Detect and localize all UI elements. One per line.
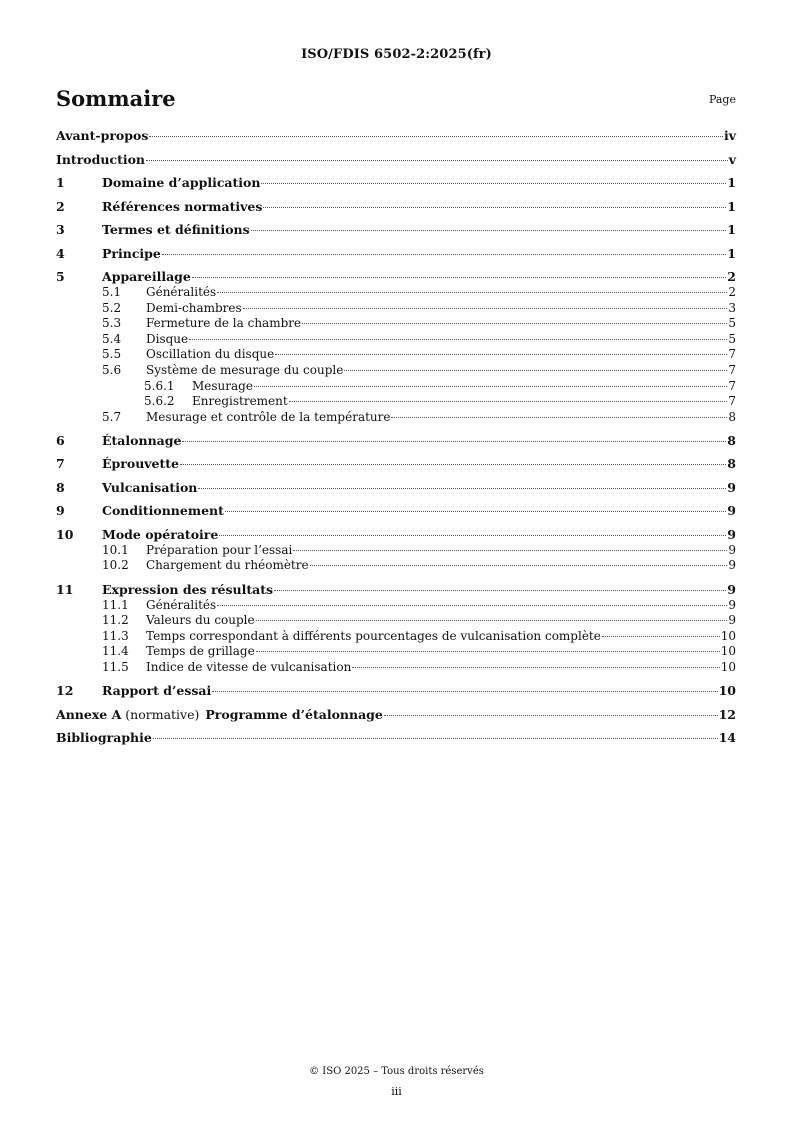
toc-entry-page: 9 xyxy=(727,503,736,519)
toc-entry-number: 11.3 xyxy=(102,628,129,643)
toc-entry[interactable] xyxy=(56,660,736,676)
toc-entry-page: 10 xyxy=(720,628,736,643)
toc-entry-page: 7 xyxy=(728,362,736,377)
toc-entry[interactable] xyxy=(56,644,736,660)
toc-entry-number: 10 xyxy=(56,526,74,542)
toc-entry-title: Vulcanisation xyxy=(102,479,198,495)
toc-entry-title: Généralités xyxy=(146,285,217,299)
toc-entry-page: 5 xyxy=(728,316,736,331)
toc-entry[interactable] xyxy=(56,222,736,238)
toc-entry[interactable] xyxy=(56,316,736,332)
toc-entry-title: Étalonnage xyxy=(102,432,182,448)
toc-entry-title: Mesurage et contrôle de la température xyxy=(146,409,391,424)
toc-entry[interactable] xyxy=(56,332,736,348)
toc-entry-page: 8 xyxy=(727,456,736,472)
toc-entry-title-secondary: Programme d’étalonnage xyxy=(205,706,383,722)
toc-entry[interactable] xyxy=(56,347,736,363)
toc-dot-leader xyxy=(384,715,718,716)
toc-entry[interactable] xyxy=(56,285,736,301)
toc-entry-title: Valeurs du couple xyxy=(146,613,255,628)
toc-entry-page: 1 xyxy=(727,245,736,261)
toc-entry-title: Bibliographie xyxy=(56,730,152,745)
toc-entry[interactable] xyxy=(56,246,736,262)
toc-entry[interactable] xyxy=(56,301,736,317)
toc-entry[interactable] xyxy=(56,394,736,410)
toc-entry[interactable] xyxy=(56,558,736,574)
toc-entry[interactable] xyxy=(56,480,736,496)
toc-entry[interactable] xyxy=(56,707,736,723)
toc-entry-page: 7 xyxy=(728,394,736,409)
toc-entry-page: 1 xyxy=(727,222,736,237)
toc-entry-page: 12 xyxy=(718,706,736,722)
toc-entry-page: 1 xyxy=(727,175,736,190)
toc-entry-title: Expression des résultats xyxy=(102,581,274,597)
toc-dot-leader xyxy=(254,386,727,387)
toc-entry-number: 9 xyxy=(56,503,65,519)
toc-entry-page: 7 xyxy=(728,347,736,362)
toc-entry-page: 1 xyxy=(727,198,736,214)
toc-entry[interactable] xyxy=(56,175,736,191)
toc-dot-leader xyxy=(217,292,727,293)
toc-entry[interactable] xyxy=(56,410,736,426)
toc-entry-title: Conditionnement xyxy=(102,503,224,519)
toc-entry[interactable] xyxy=(56,527,736,543)
toc-entry[interactable] xyxy=(56,598,736,614)
page-number: iii xyxy=(391,1085,402,1098)
document-header: ISO/FDIS 6502-2:2025(fr) xyxy=(301,47,492,62)
toc-dot-leader xyxy=(146,160,728,161)
toc-dot-leader xyxy=(217,605,727,606)
toc-dot-leader xyxy=(344,370,727,371)
toc-entry-number: 11.5 xyxy=(102,659,129,674)
toc-dot-leader xyxy=(302,323,727,324)
toc-entry-title: Demi-chambres xyxy=(146,300,242,315)
toc-entry-number: 2 xyxy=(56,198,65,214)
toc-dot-leader xyxy=(219,535,726,536)
page-title: Sommaire xyxy=(56,86,176,111)
toc-entry-number: 8 xyxy=(56,479,65,495)
toc-entry[interactable] xyxy=(56,629,736,645)
toc-entry-title: Préparation pour l’essai xyxy=(146,542,293,557)
toc-entry-page: 2 xyxy=(727,269,736,284)
toc-entry-title: Annexe A xyxy=(56,706,122,722)
toc-dot-leader xyxy=(263,207,726,208)
toc-entry-number: 10.1 xyxy=(102,542,129,557)
toc-dot-leader xyxy=(391,417,727,418)
toc-entry-number: 3 xyxy=(56,222,65,237)
toc-entry[interactable] xyxy=(56,152,736,168)
toc-dot-leader xyxy=(153,738,718,739)
toc-entry-page: 3 xyxy=(728,300,736,315)
toc-entry-title: Termes et définitions xyxy=(102,222,250,237)
toc-entry-title: Références normatives xyxy=(102,198,263,214)
toc-entry-page: 14 xyxy=(718,730,736,745)
page-column-label: Page xyxy=(708,93,736,106)
toc-entry[interactable] xyxy=(56,613,736,629)
toc-entry[interactable] xyxy=(56,543,736,559)
toc-entry-title: Domaine d’application xyxy=(102,175,261,190)
toc-entry-number: 5.6.2 xyxy=(144,394,175,409)
toc-entry-page: v xyxy=(728,151,736,167)
toc-dot-leader xyxy=(310,565,728,566)
toc-dot-leader xyxy=(180,464,726,465)
toc-entry-title: Indice de vitesse de vulcanisation xyxy=(146,659,352,674)
toc-entry-page: 9 xyxy=(728,542,736,557)
toc-entry-title: Temps correspondant à différents pourcentages de vulcanisation complète xyxy=(146,628,601,643)
toc-dot-leader xyxy=(212,691,717,692)
toc-entry-title: Introduction xyxy=(56,151,146,167)
toc-dot-leader xyxy=(256,620,728,621)
toc-entry-title: Disque xyxy=(146,331,189,346)
toc-entry[interactable] xyxy=(56,269,736,285)
toc-dot-leader xyxy=(602,636,720,637)
toc-entry-page: 10 xyxy=(720,659,736,674)
toc-entry-number: 5.7 xyxy=(102,409,122,424)
toc-entry-title: Mode opératoire xyxy=(102,526,219,542)
toc-entry-number: 11.2 xyxy=(102,613,129,628)
toc-entry-page: 10 xyxy=(720,644,736,659)
toc-entry-number: 5 xyxy=(56,269,65,284)
toc-entry[interactable] xyxy=(56,582,736,598)
toc-entry-page: 9 xyxy=(727,479,736,495)
toc-dot-leader xyxy=(162,254,726,255)
toc-entry[interactable] xyxy=(56,363,736,379)
toc-entry-number: 5.1 xyxy=(102,285,122,299)
toc-dot-leader xyxy=(225,511,726,512)
toc-dot-leader xyxy=(261,183,726,184)
toc-dot-leader xyxy=(352,667,719,668)
toc-entry[interactable] xyxy=(56,433,736,449)
toc-entry-number: 6 xyxy=(56,432,65,448)
toc-entry-title: Mesurage xyxy=(192,378,253,393)
toc-entry[interactable] xyxy=(56,730,736,746)
toc-entry-page: 9 xyxy=(728,613,736,628)
toc-entry-title: Enregistrement xyxy=(192,394,288,409)
toc-entry-title: Éprouvette xyxy=(102,456,179,472)
toc-entry-number: 7 xyxy=(56,456,65,472)
toc-entry-number: 5.2 xyxy=(102,300,122,315)
toc-entry-page: 8 xyxy=(728,409,736,424)
toc-entry[interactable] xyxy=(56,683,736,699)
toc-entry[interactable] xyxy=(56,503,736,519)
toc-entry-title: Généralités xyxy=(146,597,217,612)
toc-dot-leader xyxy=(289,401,728,402)
toc-entry[interactable] xyxy=(56,199,736,215)
toc-entry-page: 9 xyxy=(728,597,736,612)
toc-entry-number: 1 xyxy=(56,175,65,190)
toc-entry-title: Chargement du rhéomètre xyxy=(146,558,309,573)
toc-entry-page: 8 xyxy=(727,432,736,448)
toc-entry-title: Système de mesurage du couple xyxy=(146,362,344,377)
toc-entry-number: 5.6.1 xyxy=(144,378,175,393)
toc-entry-page: 2 xyxy=(728,285,736,299)
toc-entry-title: Principe xyxy=(102,245,161,261)
toc-entry-title: Avant-propos xyxy=(56,128,149,143)
toc-dot-leader xyxy=(251,230,727,231)
toc-dot-leader xyxy=(192,277,726,278)
toc-dot-leader xyxy=(149,136,723,137)
toc-entry-title: Rapport d’essai xyxy=(102,683,212,698)
toc-entry-number: 4 xyxy=(56,245,65,261)
toc-entry-page: 9 xyxy=(728,558,736,573)
toc-dot-leader xyxy=(256,651,720,652)
toc-entry-number: 11.1 xyxy=(102,597,129,612)
toc-entry[interactable] xyxy=(56,379,736,395)
toc-entry[interactable] xyxy=(56,456,736,472)
toc-entry-note: (normative) xyxy=(125,706,200,722)
toc-entry-page: iv xyxy=(723,128,736,143)
toc-entry-number: 11 xyxy=(56,581,74,597)
toc-entry-page: 9 xyxy=(727,581,736,597)
toc-entry-number: 5.5 xyxy=(102,347,122,362)
toc-dot-leader xyxy=(182,441,726,442)
toc-dot-leader xyxy=(274,590,726,591)
toc-entry-page: 10 xyxy=(718,683,736,698)
toc-entry-title: Temps de grillage xyxy=(146,644,255,659)
toc-entry-number: 10.2 xyxy=(102,558,129,573)
copyright-notice: © ISO 2025 – Tous droits réservés xyxy=(309,1066,484,1077)
toc-entry[interactable] xyxy=(56,128,736,144)
toc-entry-number: 5.4 xyxy=(102,331,122,346)
toc-entry-number: 5.6 xyxy=(102,362,122,377)
toc-dot-leader xyxy=(243,308,728,309)
toc-dot-leader xyxy=(275,354,727,355)
toc-entry-number: 12 xyxy=(56,683,74,698)
toc-entry-number: 5.3 xyxy=(102,316,122,331)
toc-entry-title: Appareillage xyxy=(102,269,191,284)
toc-entry-title: Fermeture de la chambre xyxy=(146,316,302,331)
table-of-contents xyxy=(56,120,736,746)
toc-entry-page: 7 xyxy=(728,378,736,393)
toc-entry-title: Oscillation du disque xyxy=(146,347,275,362)
toc-dot-leader xyxy=(189,339,727,340)
toc-entry-number: 11.4 xyxy=(102,644,129,659)
toc-entry-page: 5 xyxy=(728,331,736,346)
toc-dot-leader xyxy=(293,550,727,551)
toc-dot-leader xyxy=(198,488,726,489)
toc-entry-page: 9 xyxy=(727,526,736,542)
